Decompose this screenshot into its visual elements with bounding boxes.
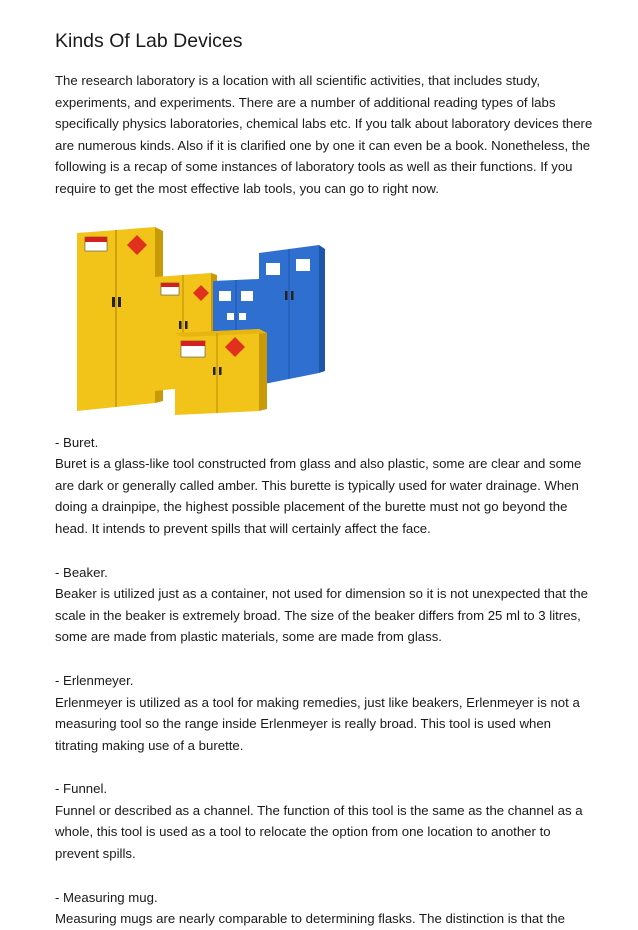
item-body: Measuring mugs are nearly comparable to determining flasks. The distinction is that the (55, 911, 565, 927)
tall-yellow-cabinet (77, 227, 163, 411)
item-heading: - Buret. (55, 434, 99, 450)
list-item (55, 432, 595, 540)
items-list (55, 432, 595, 930)
item-body: Funnel or described as a channel. The function of this tool is the same as the channel as a whole, this tool is used as a tool to relocate the option from one location to another to prevent spills. (55, 802, 583, 862)
safety-cabinets-image (63, 225, 338, 425)
document-page (55, 28, 595, 930)
small-yellow-cabinet (175, 329, 267, 415)
list-item (55, 778, 595, 864)
item-heading: - Erlenmeyer. (55, 672, 134, 688)
tall-blue-cabinet (259, 245, 325, 385)
item-heading: - Measuring mug. (55, 889, 158, 905)
intro-paragraph: The research laboratory is a location with all scientific activities, that includes study, experiments, and experiments. There are a number of additional reading types of labs specifically physics laboratories, chemical labs etc. If you talk about laboratory devices there are numerous kinds. Also if it is clarified one by one it can even be a book. Nonetheless, the following is a recap of some instances of laboratory tools as well as their functions. If you require to get the most effective lab tools, you can go to right now. (55, 73, 593, 196)
item-body: Buret is a glass-like tool constructed from glass and also plastic, some are clear and some are dark or generally called amber. This burette is typically used for water drainage. When doing a drainpipe, the highest possible placement of the burette must not go beyond the head. It intends to prevent spills that will certainly affect the face. (55, 456, 582, 536)
page-title: Kinds Of Lab Devices (55, 30, 243, 52)
item-body: Beaker is utilized just as a container, not used for dimension so it is not unexpected that the scale in the beaker is extremely broad. The size of the beaker differs from 25 ml to 3 litres, some are made from plastic materials, some are made from glass. (55, 586, 588, 645)
item-body: Erlenmeyer is utilized as a tool for making remedies, just like beakers, Erlenmeyer is not a measuring tool so the range inside Erlenmeyer is really broad. This tool is used when titrating making use of a burette. (55, 694, 580, 753)
list-item (55, 670, 595, 756)
item-heading: - Beaker. (55, 564, 108, 580)
list-item (55, 562, 595, 648)
cabinets-illustration (63, 225, 338, 425)
list-item (55, 887, 595, 930)
item-heading: - Funnel. (55, 781, 108, 797)
